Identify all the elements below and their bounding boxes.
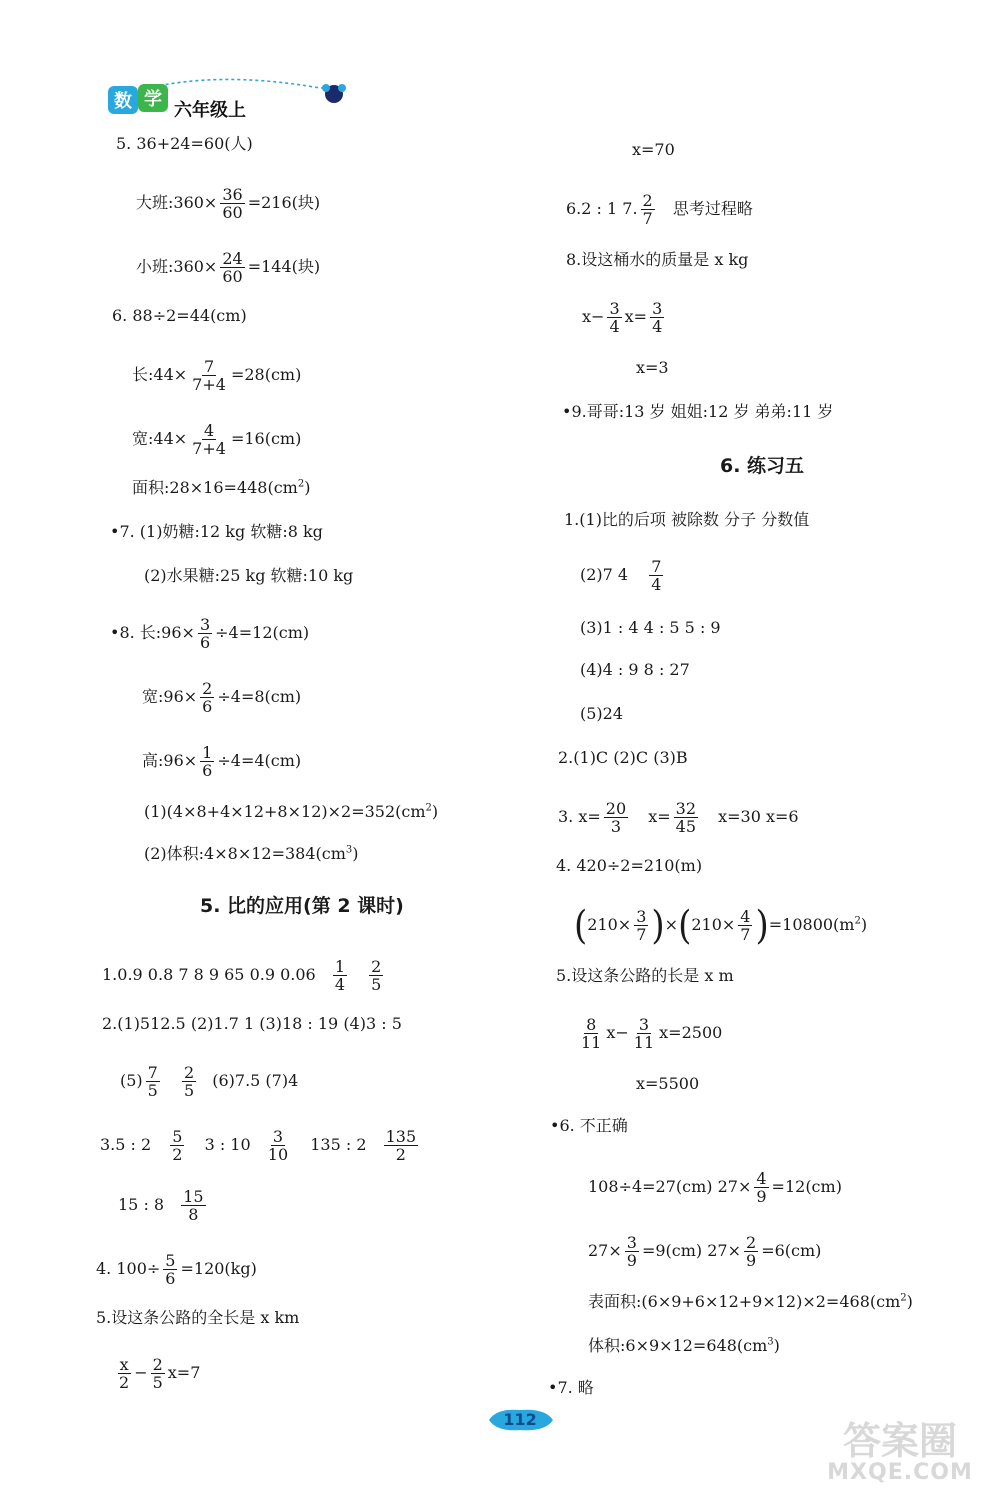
denominator: 60 [222,267,243,286]
numerator: 7 [203,357,215,376]
right-line-3: 8.设这桶水的质量是 x kg [566,250,749,269]
numerator: 3 [199,615,211,634]
denominator: 2 [119,1373,130,1392]
text: 1.0.9 0.8 7 8 9 65 0.9 0.06 [102,965,316,984]
text: 大班:360× [136,193,218,212]
fraction [333,958,347,993]
text: 宽:96× [142,687,198,706]
denominator: 7+4 [192,375,226,394]
numerator: 24 [222,249,243,268]
denominator: 4 [652,317,663,336]
fraction [182,1064,196,1099]
superscript: 3 [345,844,353,856]
fraction [649,558,663,593]
left-line-m7: 5.设这条公路的全长是 x km [96,1308,300,1327]
fraction [744,1234,758,1269]
text: =12(cm) [771,1177,842,1196]
text: x− [606,1023,629,1042]
fraction [738,908,752,943]
right-line-s17 [588,1336,780,1356]
watermark-line-2: MXQE.COM [827,1460,973,1485]
text: 高:96× [142,751,198,770]
text: 表面积:(6×9+6×12+9×12)×2=468(cm [588,1292,901,1311]
denominator: 8 [188,1205,199,1224]
superscript: 2 [900,1292,907,1304]
denominator: 6 [199,633,211,652]
denominator: 2 [395,1145,406,1164]
text: x=2500 [659,1023,723,1042]
text: 210× [587,915,632,934]
numerator: 4 [756,1169,767,1188]
fraction [384,1128,419,1163]
denominator: 9 [746,1251,757,1270]
denominator: 5 [183,1081,195,1100]
text: 思考过程略 [667,199,753,218]
right-line-s3: (3)1 : 4 4 : 5 5 : 9 [580,618,721,637]
fraction [146,1064,160,1099]
denominator: 7 [642,209,653,228]
left-line-6 [132,422,301,457]
text: ÷4=12(cm) [215,623,310,642]
numerator: 15 [183,1187,204,1206]
denominator: 10 [267,1145,289,1164]
right-line-s14 [588,1170,842,1205]
left-line-9: (2)水果糖:25 kg 软糖:10 kg [144,566,354,585]
fraction [190,422,228,457]
fraction [604,800,628,835]
left-line-10 [110,616,309,651]
denominator: 7+4 [192,439,226,458]
text: ÷4=8(cm) [217,687,302,706]
text: 4. 100÷ [96,1259,161,1278]
text: 长:44× [132,365,188,384]
text: x= [648,807,671,826]
right-line-s6: 2.(1)C (2)C (3)B [558,748,688,767]
text: ) [304,478,311,497]
denominator: 6 [202,697,213,716]
page-number [485,1406,555,1434]
numerator: 3 [272,1127,284,1146]
text: 3. x= [558,807,601,826]
right-line-s11 [576,1016,722,1051]
numerator: 3 [636,907,647,926]
left-line-m3 [120,1064,298,1099]
right-line-s13: •6. 不正确 [550,1116,628,1135]
text: ) [906,1292,913,1311]
left-line-4: 6. 88÷2=44(cm) [112,306,247,325]
right-line-2 [566,192,753,227]
right-line-s4: (4)4 : 9 8 : 27 [580,660,690,679]
denominator: 7 [740,925,751,944]
left-line-8: •7. (1)奶糖:12 kg 软糖:8 kg [110,522,323,541]
numerator: 32 [675,799,697,818]
text: •8. 长:96× [110,623,195,642]
left-line-5 [132,358,301,393]
left-line-13 [144,802,438,822]
paren-open: ( [678,902,692,949]
denominator: 4 [334,975,346,994]
right-line-s8: 4. 420÷2=210(m) [556,856,703,875]
subject-badge-2: 学 [138,84,168,112]
denominator: 5 [152,1373,163,1392]
text: (6)7.5 (7)4 [212,1071,299,1090]
right-line-s15 [588,1234,821,1269]
text: =144(块) [247,257,321,276]
numerator: 2 [746,1233,757,1252]
left-line-12 [142,744,301,779]
right-line-s5: (5)24 [580,704,624,723]
text: x= [624,307,648,326]
fraction [625,1234,639,1269]
left-line-1: 5. 36+24=60(人) [116,134,253,153]
text: x− [582,307,605,326]
grade-label: 六年级上 [174,100,246,121]
fraction [163,1252,177,1287]
numerator: 1 [334,957,346,976]
fraction [220,250,244,285]
section-title-right: 6. 练习五 [720,455,805,477]
left-line-m1 [102,958,386,993]
numerator: 8 [586,1015,597,1034]
left-line-2 [136,186,320,221]
text: =28(cm) [230,365,302,384]
denominator: 11 [633,1033,655,1052]
text: 135 : 2 [310,1135,367,1154]
fraction [369,958,383,993]
text: 面积:28×16=448(cm [132,478,298,497]
numerator: 2 [371,957,382,976]
paren-close: ) [755,902,769,949]
text: =16(cm) [230,429,302,448]
text: =216(块) [247,193,321,212]
fraction [641,192,655,227]
left-line-m8 [114,1356,200,1391]
text: ) [860,915,868,934]
text: ) [773,1336,780,1355]
text: ) [352,844,359,863]
numerator: 3 [626,1233,637,1252]
text: x=30 x=6 [718,807,799,826]
fraction [754,1170,768,1205]
numerator: 2 [183,1063,195,1082]
left-line-m5 [118,1188,209,1223]
numerator: 2 [152,1355,163,1374]
watermark [805,1410,995,1490]
numerator: 20 [605,799,627,818]
numerator: 3 [638,1015,650,1034]
right-line-s10: 5.设这条公路的长是 x m [556,966,734,985]
fraction [190,358,228,393]
numerator: 36 [222,185,243,204]
numerator: 1 [202,743,213,762]
right-line-s18: •7. 略 [548,1378,594,1397]
numerator: x [119,1355,129,1374]
denominator: 9 [756,1187,767,1206]
text: =120(kg) [180,1259,257,1278]
fraction [674,800,698,835]
fraction [650,300,664,335]
numerator: 2 [202,679,213,698]
paren-open: ( [574,902,588,949]
text: 27× [588,1241,622,1260]
superscript: 2 [854,915,861,927]
text: 6.2 : 1 7. [566,199,638,218]
fraction [632,1016,656,1051]
text: =10800(m [768,915,855,934]
fraction [266,1128,290,1163]
denominator: 45 [675,817,697,836]
text: ÷4=4(cm) [217,751,302,770]
left-line-m6 [96,1252,257,1287]
numerator: 135 [385,1127,417,1146]
subject-badge-1: 数 [108,86,138,114]
right-line-s1: 1.(1)比的后项 被除数 分子 分数值 [564,510,810,529]
paren-close: ) [651,902,665,949]
text: 210× [691,915,736,934]
fraction [170,1128,184,1163]
right-line-s16 [588,1292,913,1312]
denominator: 11 [581,1033,602,1052]
text: (1)(4×8+4×12+8×12)×2=352(cm [144,802,426,821]
fraction [607,300,621,335]
text: ) [431,802,439,821]
text: 体积:6×9×12=648(cm [588,1336,768,1355]
fraction [579,1016,603,1051]
denominator: 6 [165,1269,176,1288]
text: 15 : 8 [118,1195,165,1214]
book-header [108,76,368,120]
right-line-s7 [558,800,799,835]
fraction [151,1356,165,1391]
watermark-line-1: 答案圈 [842,1419,957,1463]
denominator: 6 [202,761,213,780]
denominator: 2 [172,1145,183,1164]
right-line-1: x=70 [632,140,675,159]
text: =9(cm) 27× [641,1241,742,1260]
denominator: 3 [610,817,622,836]
left-line-3 [136,250,320,285]
numerator: 2 [642,191,653,210]
denominator: 5 [147,1081,158,1100]
fraction [634,908,648,943]
fraction [220,186,244,221]
text: x=7 [167,1363,201,1382]
text: 108÷4=27(cm) 27× [588,1177,752,1196]
right-line-s9 [574,902,868,949]
text: (2)体积:4×8×12=384(cm [144,844,346,863]
fraction [200,680,214,715]
text: 小班:360× [136,257,218,276]
section-title-left: 5. 比的应用(第 2 课时) [200,895,404,917]
left-line-7 [132,478,310,498]
denominator: 60 [222,203,243,222]
left-line-m4 [100,1128,421,1163]
denominator: 7 [636,925,647,944]
text: − [134,1363,148,1382]
text: (5) [120,1071,143,1090]
numerator: 4 [203,421,215,440]
right-line-6: •9.哥哥:13 岁 姐姐:12 岁 弟弟:11 岁 [562,402,834,421]
denominator: 9 [626,1251,637,1270]
right-line-s2 [580,558,666,593]
right-line-5: x=3 [636,358,669,377]
fraction [181,1188,205,1223]
text: × [664,915,679,934]
right-line-s12: x=5500 [636,1074,700,1093]
text: =6(cm) [761,1241,822,1260]
numerator: 4 [740,907,751,926]
fraction [198,616,212,651]
left-line-14 [144,844,359,864]
superscript: 3 [767,1336,774,1348]
text: 3.5 : 2 [100,1135,152,1154]
denominator: 4 [651,575,662,594]
numerator: 3 [609,299,620,318]
left-line-m2: 2.(1)512.5 (2)1.7 1 (3)18 : 19 (4)3 : 5 [102,1014,402,1033]
denominator: 4 [609,317,620,336]
numerator: 7 [651,557,662,576]
fraction [117,1356,131,1391]
left-line-11 [142,680,301,715]
right-line-4 [582,300,667,335]
fraction [200,744,214,779]
numerator: 7 [147,1063,158,1082]
superscript: 2 [297,478,305,490]
text: 3 : 10 [204,1135,251,1154]
numerator: 3 [652,299,663,318]
denominator: 5 [371,975,382,994]
page-number-text: 112 [503,1410,537,1429]
superscript: 2 [425,802,432,814]
text: (2)7 4 [580,565,629,584]
numerator: 5 [165,1251,176,1270]
text: 宽:44× [132,429,188,448]
numerator: 5 [172,1127,183,1146]
